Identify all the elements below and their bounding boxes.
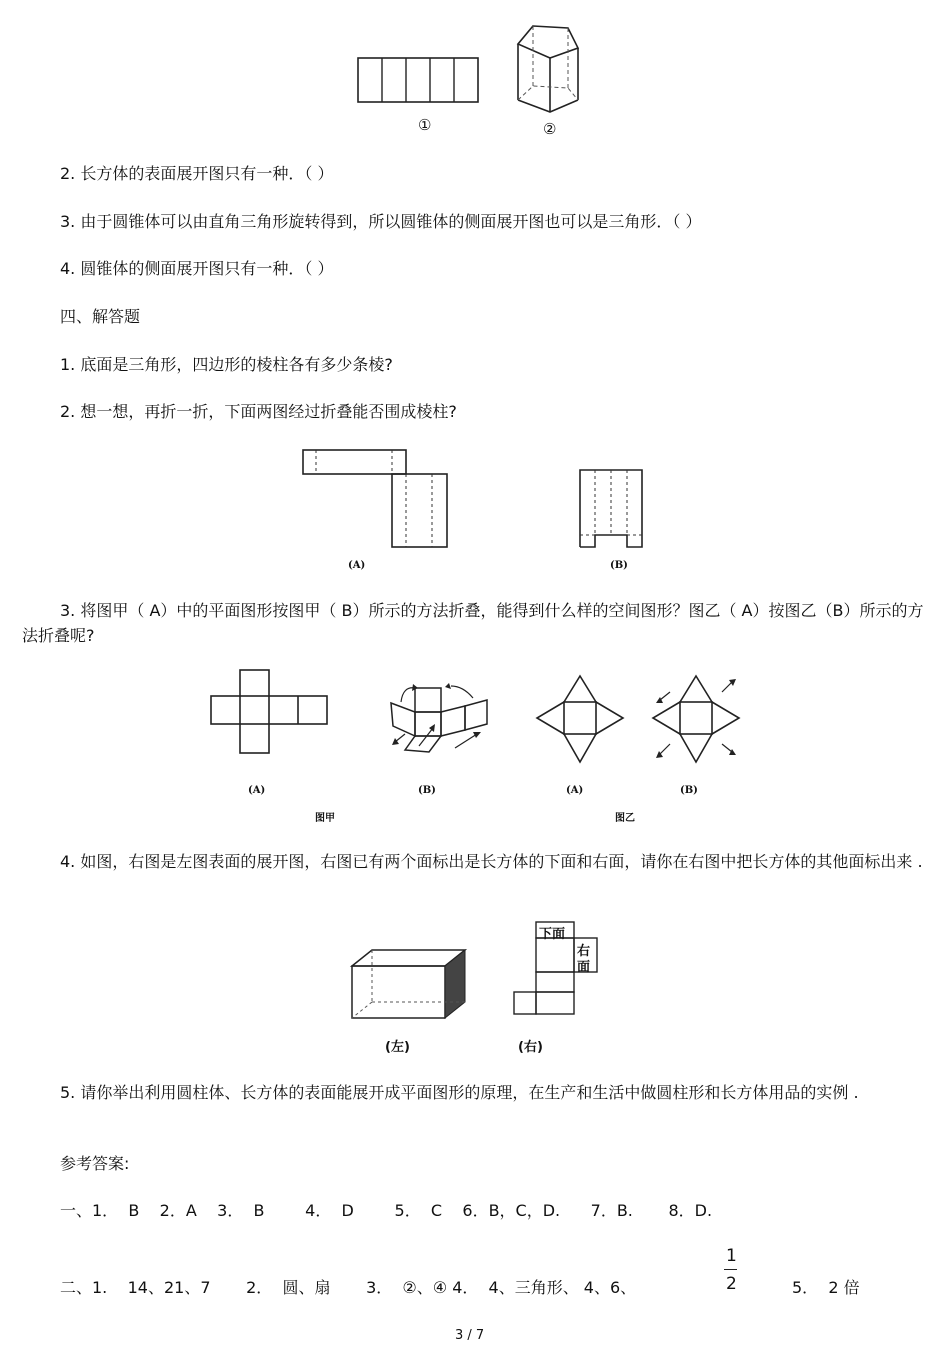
answers-line-2-tail: 5． 2 倍 <box>792 1278 860 1297</box>
page-number: 3 / 7 <box>455 1328 485 1343</box>
figure-q4-cuboid <box>345 942 470 1022</box>
section-4-title: 四、解答题 <box>60 307 141 326</box>
q4-face-label-bottom: 下面 <box>539 927 566 942</box>
q3-group-label-jia: 图甲 <box>315 813 335 824</box>
figure-q3-cross-net <box>205 668 335 758</box>
figure-q2-net-b <box>575 465 655 555</box>
figure-q3-folding <box>385 678 495 758</box>
judge-item-4: 4. 圆锥体的侧面展开图只有一种．（ ） <box>60 259 334 278</box>
fraction-denominator: 2 <box>726 1274 737 1294</box>
answers-line-2: 二、1. 14、21、7 2． 圆、扇 3． ②、④ 4． 4、三角形、 4、6、 <box>60 1278 637 1297</box>
judge-item-3: 3. 由于圆锥体可以由直角三角形旋转得到，所以圆锥体的侧面展开图也可以是三角形．（ ） <box>60 212 702 231</box>
q3-label-a2: (A) <box>566 785 584 796</box>
q4-caption-left: (左) <box>385 1040 410 1055</box>
q4-face-label-right-1: 右 <box>577 944 591 959</box>
figure-label-1: ① <box>418 116 432 134</box>
question-5: 5. 请你举出利用圆柱体、长方体的表面能展开成平面图形的原理，在生产和生活中做圆柱形和长方体用品的实例 . <box>60 1083 859 1102</box>
q4-caption-right: (右) <box>518 1040 543 1055</box>
fraction-numerator: 1 <box>726 1246 737 1266</box>
question-3: 3. 将图甲（ A）中的平面图形按图甲（ B）所示的方法折叠，能得到什么样的空间图形？图乙（ A）按图乙（B）所示的方法折叠呢? <box>22 601 924 645</box>
q2-label-b: (B) <box>610 560 628 571</box>
q3-label-a1: (A) <box>248 785 266 796</box>
q3-label-b1: (B) <box>418 785 436 796</box>
figure-q2-net-a <box>300 445 460 555</box>
figure-q3-star-folding <box>646 670 746 770</box>
question-2: 2. 想一想，再折一折，下面两图经过折叠能否围成棱柱? <box>60 402 457 421</box>
q3-label-b2: (B) <box>680 785 698 796</box>
answers-line-1: 一、1． B 2．A 3． B 4． D 5． C 6．B，C，D. 7．B. 8．D. <box>60 1201 713 1220</box>
answers-title: 参考答案: <box>60 1154 130 1173</box>
question-1: 1. 底面是三角形，四边形的棱柱各有多少条棱? <box>60 355 393 374</box>
q2-label-a: (A) <box>348 560 366 571</box>
q3-group-label-yi: 图乙 <box>615 813 635 824</box>
figure-label-2: ② <box>543 120 557 138</box>
question-4: 4. 如图，右图是左图表面的展开图，右图已有两个面标出是长方体的下面和右面，请你在右图中把长方体的其他面标出来 . <box>60 852 923 871</box>
figure-q3-star-net <box>533 670 628 770</box>
q4-face-label-right-2: 面 <box>577 960 591 975</box>
judge-item-2: 2. 长方体的表面展开图只有一种．（ ） <box>60 164 334 183</box>
fraction-bar <box>724 1269 737 1270</box>
